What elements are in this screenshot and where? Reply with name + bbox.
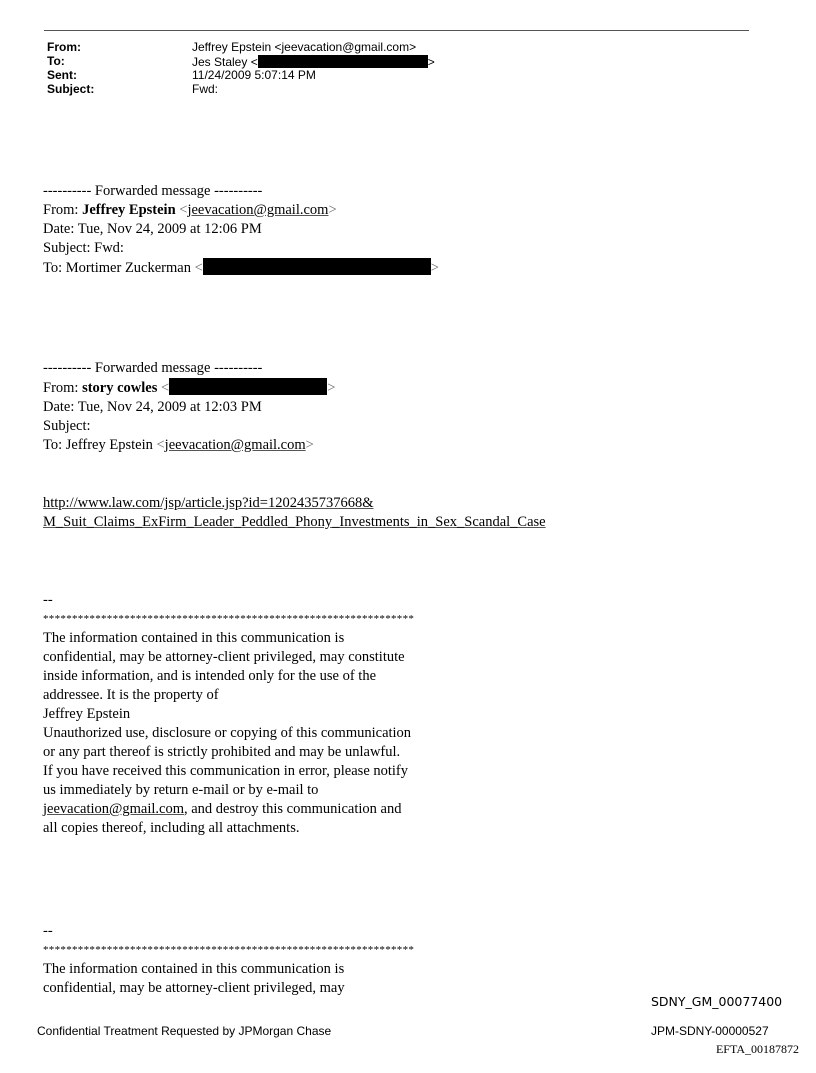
email-header [47,41,435,96]
star-divider: **************************************************************** [43,944,415,956]
angle-open: < [157,380,170,396]
from-prefix: From: [43,380,83,396]
to-label: To: [47,53,65,68]
to-email-link[interactable]: jeevacation@gmail.com [164,437,306,453]
redaction-box [169,378,327,395]
subject-value: Fwd: [192,81,219,96]
to-prefix: To: Jeffrey Epstein [43,437,157,453]
from-value: Jeffrey Epstein <jeevacation@gmail.com> [192,40,417,54]
forwarded-message-1 [43,182,439,278]
bates-jpm: JPM-SDNY-00000527 [651,1024,769,1038]
article-link-line-2[interactable]: M_Suit_Claims_ExFirm_Leader_Peddled_Phony_Investments_in_Sex_Scandal_Case [43,514,546,530]
signature-dashes: -- [43,592,53,608]
forward-to-line [43,436,335,455]
article-link[interactable] [43,494,546,532]
disclaimer-1 [43,591,414,838]
disclaimer-2 [43,922,414,998]
from-email-link[interactable]: jeevacation@gmail.com [187,202,329,218]
bates-efta: EFTA_00187872 [715,1042,799,1056]
angle-open: < [194,260,203,276]
forward-date-line: Date: Tue, Nov 24, 2009 at 12:06 PM [43,221,262,237]
forward-date-line: Date: Tue, Nov 24, 2009 at 12:03 PM [43,399,262,415]
from-name: Jeffrey Epstein [82,202,176,218]
angle-close: > [327,380,336,396]
from-label: From: [47,40,81,54]
redaction-box [258,55,428,68]
from-prefix: From: [43,202,83,218]
article-link-line-1[interactable]: http://www.law.com/jsp/article.jsp?id=1202435737668& [43,495,374,511]
angle-open: < [175,202,188,218]
angle-close: > [430,260,439,276]
subject-label: Subject: [47,81,95,96]
disclaimer-text-b [43,724,413,838]
to-value [192,55,435,70]
forward-from-line [43,378,335,398]
disclaimer-text-c: , and destroy this communication and all copies thereof, including all attachments. [43,801,402,836]
disclaimer-text-b-body: Unauthorized use, disclosure or copying of this communication or any part thereof is strictly prohibited and may be unlawful. If you have received this communication in error, please notify us immediately by return e-mail or by e-mail to [43,725,412,798]
to-prefix: Jes Staley < [192,54,258,69]
angle-open: < [156,437,165,453]
redaction-box [203,258,431,275]
angle-close: > [328,202,337,218]
to-prefix: To: Mortimer Zuckerman [43,260,195,276]
disclaimer-owner: Jeffrey Epstein [43,706,131,722]
from-name: story cowles [82,380,158,396]
to-suffix: > [427,54,435,69]
forward-from-line [43,201,439,220]
confidential-notice: Confidential Treatment Requested by JPMorgan Chase [37,1024,332,1038]
forward-subject-line: Subject: [43,418,91,434]
signature-dashes: -- [43,923,53,939]
forward-subject-line: Subject: Fwd: [43,240,124,256]
sent-label: Sent: [47,68,77,82]
forward-divider: ---------- Forwarded message ---------- [43,360,263,376]
header-rule [44,30,749,31]
forward-to-line [43,258,439,278]
bates-sdny: SDNY_GM_00077400 [651,994,783,1009]
sent-value: 11/24/2009 5:07:14 PM [192,68,316,82]
forward-divider: ---------- Forwarded message ---------- [43,183,263,199]
disclaimer-email-link[interactable]: jeevacation@gmail.com [43,801,184,817]
star-divider: **************************************************************** [43,613,415,625]
forwarded-message-2 [43,359,335,455]
disclaimer-text: The information contained in this communication is confidential, may be attorney-client privileged, may [43,961,345,996]
angle-close: > [305,437,314,453]
disclaimer-text-a: The information contained in this communication is confidential, may be attorney-client privileged, may constitute inside information, and is intended only for the use of the addressee. It is the property of [43,630,405,703]
